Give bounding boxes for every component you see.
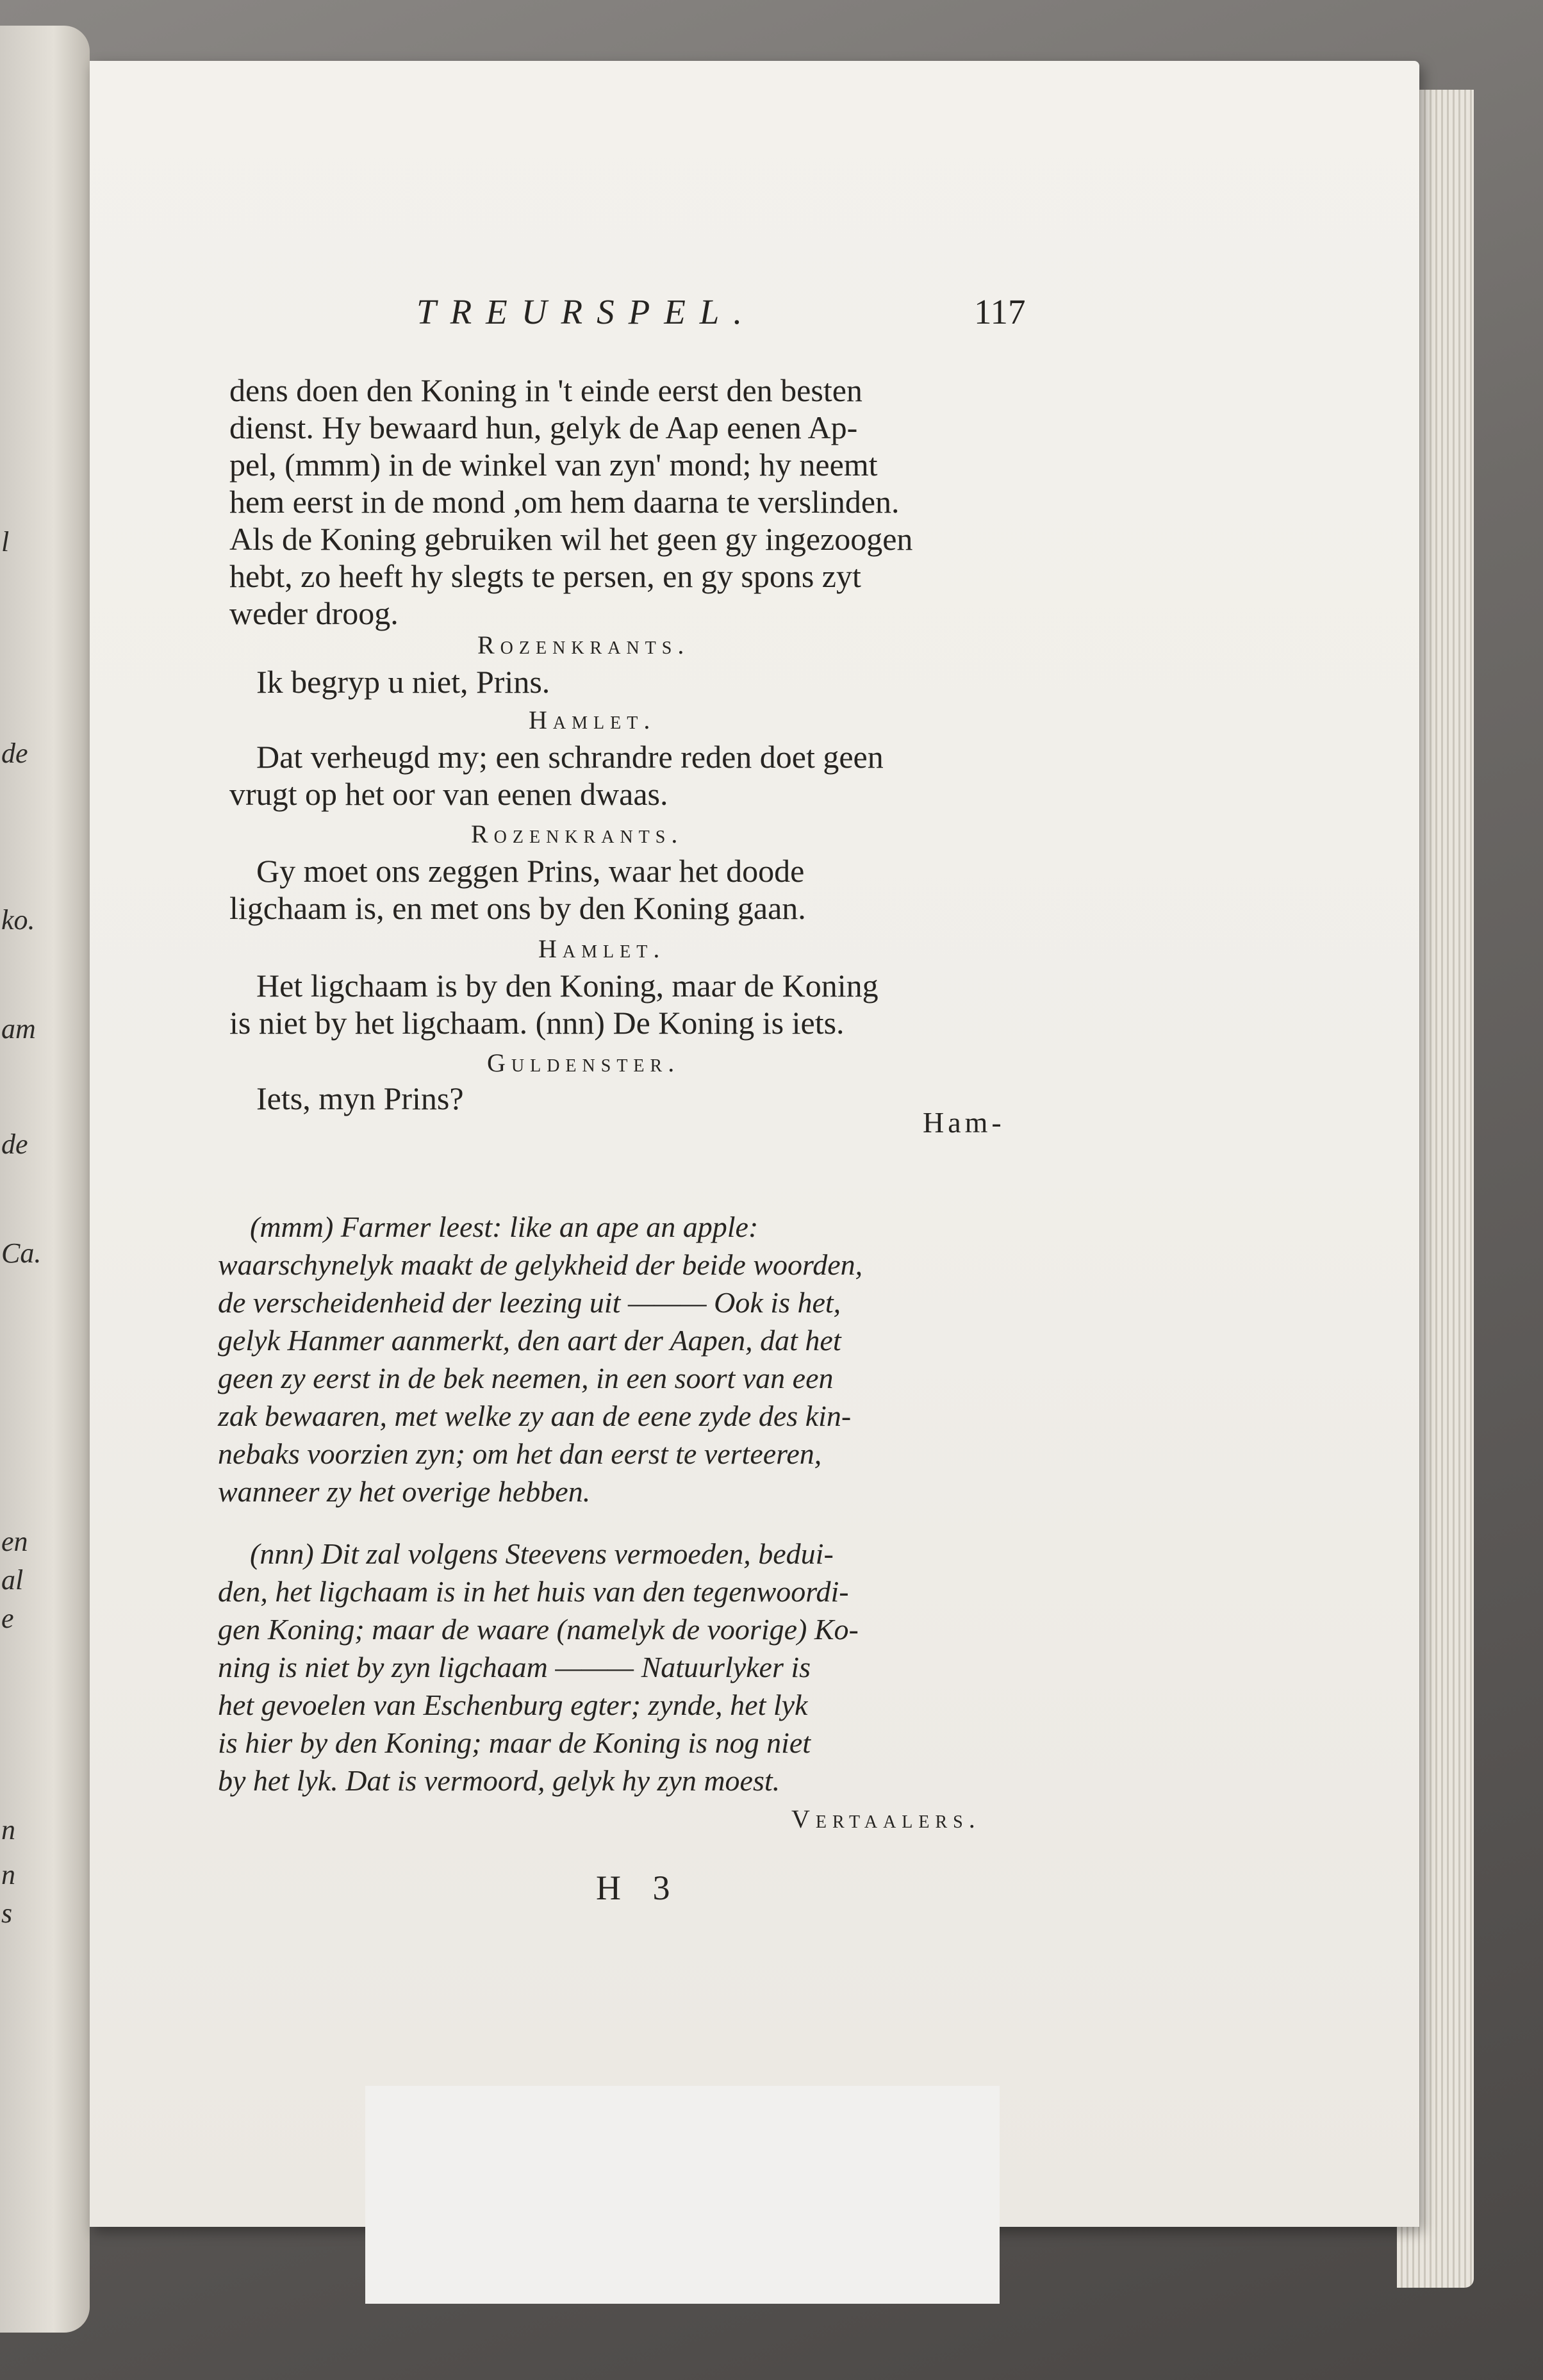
catchword: Ham-: [923, 1106, 1005, 1139]
facing-page-fragment: ko.: [1, 904, 35, 936]
facing-page-fragment: am: [1, 1013, 36, 1045]
speaker-name: Guldenster.: [487, 1048, 681, 1077]
footnote-line: ning is niet by zyn ligchaam ——— Natuurlyker is: [218, 1651, 811, 1683]
footnote-line: wanneer zy het overige hebben.: [218, 1475, 591, 1508]
book-page: [90, 61, 1419, 2227]
signature-mark: H 3: [596, 1869, 682, 1907]
facing-page-fragment: Ca.: [1, 1237, 42, 1269]
footnote-line: (mmm) Farmer leest: like an ape an apple:: [250, 1211, 759, 1243]
speaker-name: Hamlet.: [529, 706, 656, 734]
page-number: 117: [974, 292, 1026, 331]
footnote-line: het gevoelen van Eschenburg egter; zynde, het lyk: [218, 1689, 808, 1721]
footnote-line: nebaks voorzien zyn; om het dan eerst te verteeren,: [218, 1437, 822, 1470]
body-line: pel, (mmm) in de winkel van zyn' mond; hy neemt: [229, 447, 878, 483]
footnote-line: gen Koning; maar de waare (namelyk de voorige) Ko-: [218, 1613, 859, 1646]
running-head: TREURSPEL.: [417, 292, 757, 331]
speaker-name: Rozenkrants.: [471, 820, 684, 848]
body-line: hem eerst in de mond ,om hem daarna te verslinden.: [229, 484, 900, 520]
facing-page-fragment: en: [1, 1526, 28, 1557]
facing-page-fragment: de: [1, 738, 28, 769]
footnote-line: by het lyk. Dat is vermoord, gelyk hy zyn moest.: [218, 1764, 780, 1797]
footnote-line: waarschynelyk maakt de gelykheid der beide woorden,: [218, 1248, 863, 1281]
facing-page-fragment: l: [1, 526, 10, 558]
facing-page-fragment: al: [1, 1564, 24, 1596]
speaker-name: Hamlet.: [538, 934, 666, 963]
dialogue-line: Dat verheugd my; een schrandre reden doet geen: [256, 739, 884, 775]
facing-page: [0, 26, 90, 2333]
dialogue-line: is niet by het ligchaam. (nnn) De Koning is iets.: [229, 1005, 845, 1041]
footnote-line: (nnn) Dit zal volgens Steevens vermoeden, bedui-: [250, 1537, 834, 1570]
body-line: hebt, zo heeft hy slegts te persen, en gy spons zyt: [229, 558, 861, 594]
dialogue-line: Ik begryp u niet, Prins.: [256, 664, 550, 700]
facing-page-fragment: e: [1, 1603, 14, 1634]
dialogue-line: ligchaam is, en met ons by den Koning gaan.: [229, 890, 806, 926]
facing-page-fragment: n: [1, 1814, 15, 1846]
footnote-line: is hier by den Koning; maar de Koning is nog niet: [218, 1726, 811, 1759]
footnote-line: zak bewaaren, met welke zy aan de eene zyde des kin-: [218, 1400, 852, 1432]
facing-page-fragment: n: [1, 1859, 15, 1890]
dialogue-line: Gy moet ons zeggen Prins, waar het doode: [256, 853, 805, 889]
dialogue-line: Iets, myn Prins?: [256, 1080, 464, 1116]
body-line: dens doen den Koning in 't einde eerst den besten: [229, 372, 862, 408]
facing-page-fragment: s: [1, 1897, 13, 1929]
body-line: Als de Koning gebruiken wil het geen gy ingezoogen: [229, 521, 913, 557]
dialogue-line: vrugt op het oor van eenen dwaas.: [229, 776, 668, 812]
redaction-box: [365, 2086, 1000, 2304]
speaker-name: Rozenkrants.: [477, 631, 690, 659]
footnote-line: de verscheidenheid der leezing uit ——— Ook is het,: [218, 1286, 841, 1319]
footnote-signature: Vertaalers.: [791, 1805, 981, 1833]
facing-page-fragment: de: [1, 1128, 28, 1160]
footnote-line: geen zy eerst in de bek neemen, in een soort van een: [218, 1362, 834, 1394]
footnote-line: den, het ligchaam is in het huis van den tegenwoordi-: [218, 1575, 849, 1608]
body-line: weder droog.: [229, 595, 399, 631]
footnote-line: gelyk Hanmer aanmerkt, den aart der Aapen, dat het: [218, 1324, 841, 1357]
dialogue-line: Het ligchaam is by den Koning, maar de Koning: [256, 968, 879, 1004]
body-line: dienst. Hy bewaard hun, gelyk de Aap eenen Ap-: [229, 409, 858, 445]
